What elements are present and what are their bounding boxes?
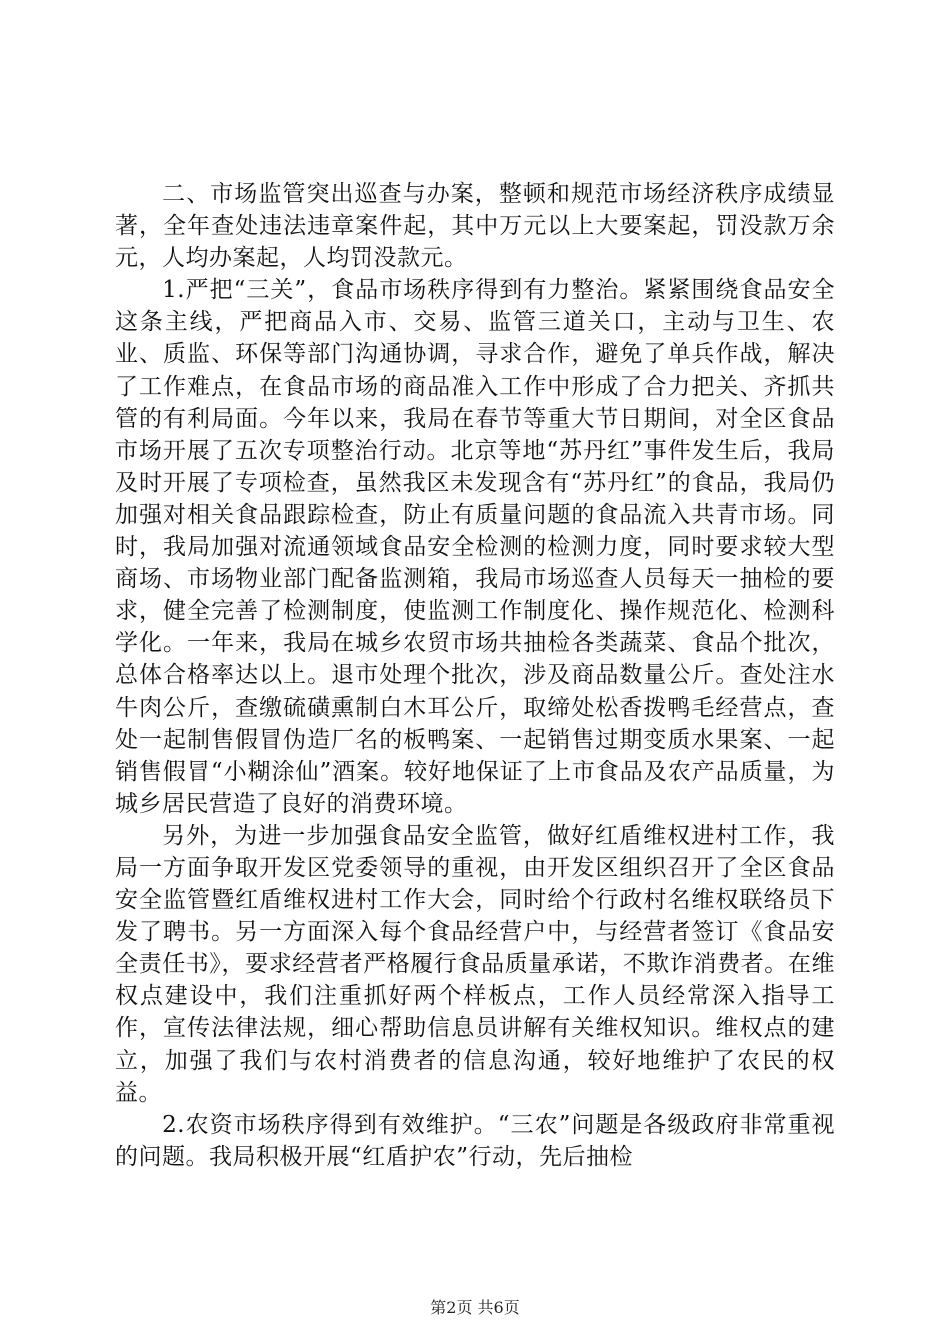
paragraph-market-supervision: 二、市场监管突出巡查与办案，整顿和规范市场经济秩序成绩显著，全年查处违法违章案件起，其中万元以上大要案起，罚没款万余元，人均办案起，人均罚没款元。 bbox=[115, 181, 835, 272]
document-body bbox=[115, 178, 835, 1173]
paragraph-rights-protection: 另外，为进一步加强食品安全监管，做好红盾维权进村工作，我局一方面争取开发区党委领导的重视，由开发区组织召开了全区食品安全监管暨红盾维权进村工作大会，同时给个行政村名维权联络员下发了聘书。另一方面深入每个食品经营户中，与经营者签订《食品安全责任书》，要求经营者严格履行食品质量承诺，不欺诈消费者。在维权点建设中，我们注重抓好两个样板点，工作人员经常深入指导工作，宣传法律法规，细心帮助信息员讲解有关维权知识。维权点的建立，加强了我们与农村消费者的信息沟通，较好地维护了农民的权益。 bbox=[115, 822, 835, 1106]
page-footer bbox=[0, 1298, 950, 1318]
page-total: 共6页 bbox=[477, 1298, 520, 1317]
paragraph-agricultural-market: 2.农资市场秩序得到有效维护。“三农”问题是各级政府非常重视的问题。我局积极开展“红盾护农”行动，先后抽检 bbox=[115, 1111, 835, 1170]
paragraph-food-market: 1.严把“三关”，食品市场秩序得到有力整治。紧紧围绕食品安全这条主线，严把商品入市、交易、监管三道关口，主动与卫生、农业、质监、环保等部门沟通协调，寻求合作，避免了单兵作战，解决了工作难点，在食品市场的商品准入工作中形成了合力把关、齐抓共管的有利局面。今年以来，我局在春节等重大节日期间，对全区食品市场开展了五次专项整治行动。北京等地“苏丹红”事件发生后，我局及时开展了专项检查，虽然我区未发现含有“苏丹红”的食品，我局仍加强对相关食品跟踪检查，防止有质量问题的食品流入共青市场。同时，我局加强对流通领域食品安全检测的检测力度，同时要求较大型商场、市场物业部门配备监测箱，我局市场巡查人员每天一抽检的要求，健全完善了检测制度，使监测工作制度化、操作规范化、检测科学化。一年来，我局在城乡农贸市场共抽检各类蔬菜、食品个批次，总体合格率达以上。退市处理个批次，涉及商品数量公斤。查处注水牛肉公斤，查缴硫磺熏制白木耳公斤，取缔处松香拨鸭毛经营点，查处一起制售假冒伪造厂名的板鸭案、一起销售过期变质水果案、一起销售假冒“小糊涂仙”酒案。较好地保证了上市食品及农产品质量，为城乡居民营造了良好的消费环境。 bbox=[115, 277, 835, 817]
page-number: 第2页 bbox=[430, 1298, 473, 1317]
